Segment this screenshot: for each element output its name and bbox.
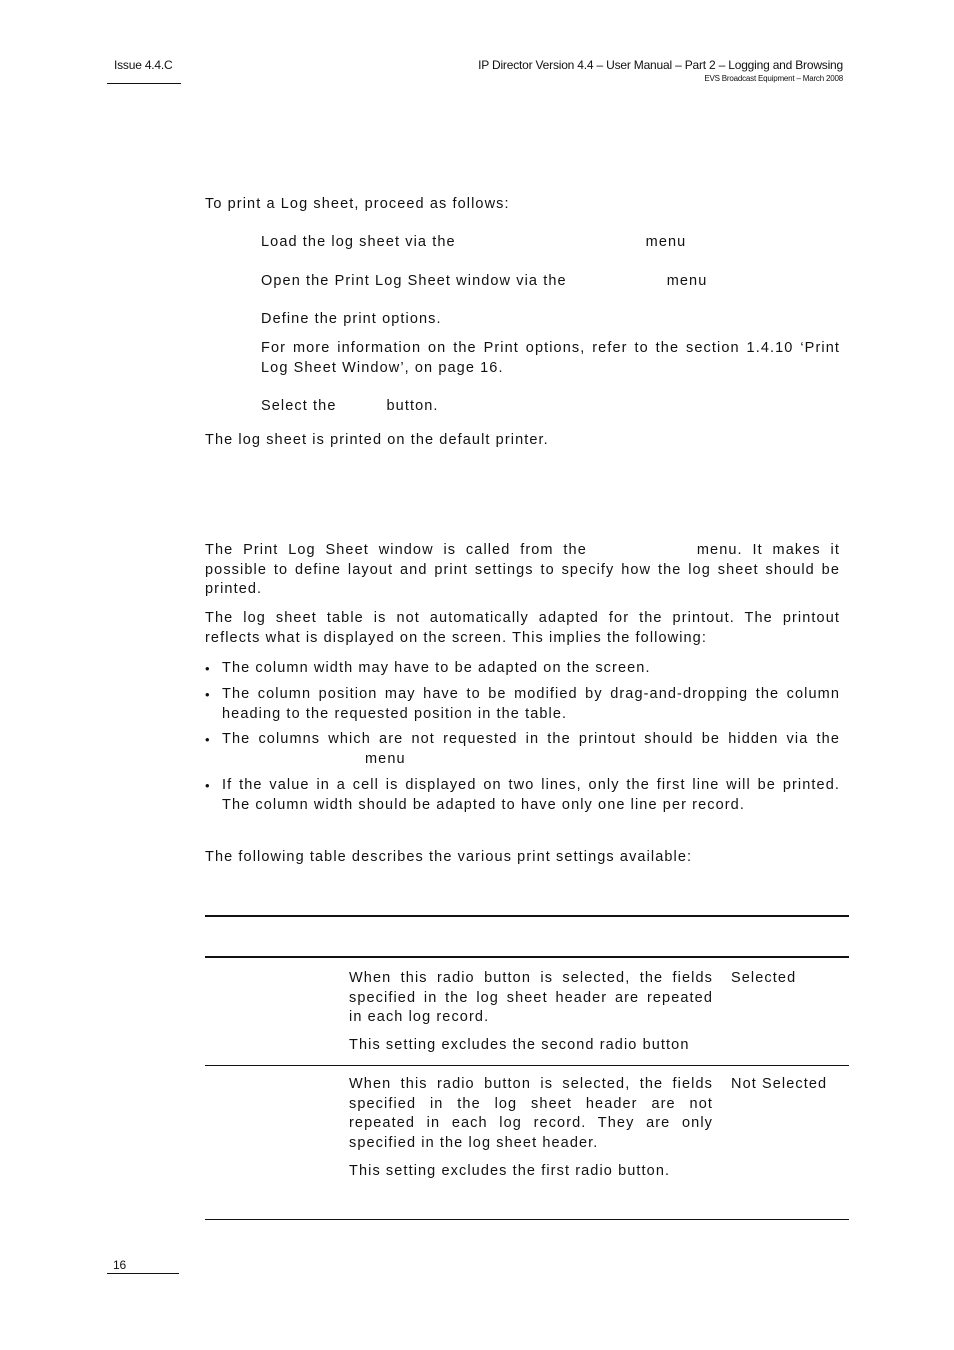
footer-rule	[107, 1273, 179, 1274]
bullet-item: The column position may have to be modified by drag-and-dropping the column heading to the requested position in the table.	[222, 686, 840, 722]
table-row-2-description: When this radio button is selected, the fields specified in the log sheet header are not repeated in each log record. They are only specified in the log sheet header.	[349, 1076, 713, 1151]
step-1-menu: menu	[645, 234, 687, 250]
bullet-item: The column width may have to be adapted on the screen.	[222, 660, 651, 676]
table-header-rule	[205, 956, 849, 958]
bullet-item: The columns which are not requested in the printout should be hidden via the	[222, 731, 840, 747]
issue-label: Issue 4.4.C	[114, 58, 173, 72]
procedure-step-3: Define the print options.	[261, 311, 442, 327]
section-paragraph-2: The log sheet table is not automatically adapted for the printout. The printout reflects what is displayed on the screen. This implies the following:	[205, 610, 840, 646]
table-row-2-default: Not Selected	[731, 1076, 828, 1092]
bullet-item-continuation: menu	[365, 751, 406, 767]
step-4-button: button.	[386, 398, 439, 414]
step-4-text: Select the	[261, 398, 337, 414]
procedure-step-2	[261, 272, 841, 292]
procedure-result: The log sheet is printed on the default printer.	[205, 432, 549, 448]
table-row-2-note: This setting excludes the first radio button.	[349, 1163, 671, 1179]
table-bottom-rule	[205, 1219, 849, 1220]
bullet-marker: •	[205, 778, 210, 793]
section-paragraph-1: The Print Log Sheet window is called from the menu. It makes it possible to define layout and print settings to specify how the log sheet should be printed.	[205, 542, 840, 597]
document-subtitle: EVS Broadcast Equipment – March 2008	[704, 74, 843, 83]
step-2-text: Open the Print Log Sheet window via the	[261, 273, 567, 289]
header-left-rule	[107, 83, 181, 84]
procedure-step-4	[261, 397, 841, 417]
bullet-marker: •	[205, 732, 210, 747]
bullet-item: If the value in a cell is displayed on two lines, only the first line will be printed. The column width should be adapted to have only one line per record.	[222, 777, 840, 813]
table-row-1-default: Selected	[731, 970, 797, 986]
document-title: IP Director Version 4.4 – User Manual – Part 2 – Logging and Browsing	[478, 58, 843, 72]
bullet-marker: •	[205, 687, 210, 702]
procedure-intro: To print a Log sheet, proceed as follows:	[205, 196, 510, 212]
procedure-step-3-note: For more information on the Print options, refer to the section 1.4.10 ‘Print Log Sheet Window’, on page 16.	[261, 340, 840, 376]
bullet-marker: •	[205, 661, 210, 676]
table-row-divider	[205, 1065, 849, 1066]
page-number: 16	[113, 1258, 126, 1272]
table-top-rule	[205, 915, 849, 917]
step-2-menu: menu	[666, 273, 708, 289]
procedure-step-1	[261, 233, 841, 253]
table-intro: The following table describes the various print settings available:	[205, 849, 693, 865]
step-1-text: Load the log sheet via the	[261, 234, 456, 250]
table-row-1-note: This setting excludes the second radio button	[349, 1037, 690, 1053]
table-row-1-description: When this radio button is selected, the fields specified in the log sheet header are repeated in each log record.	[349, 970, 713, 1025]
